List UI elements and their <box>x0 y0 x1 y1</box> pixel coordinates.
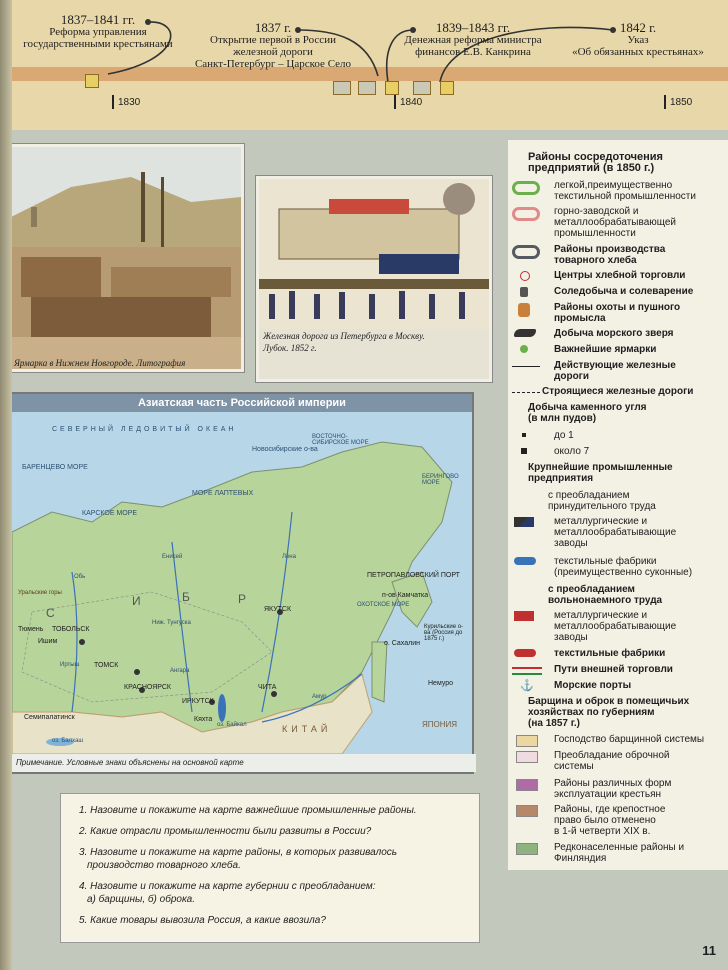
legend-enterprises-title <box>528 462 728 484</box>
legend-text: горно-заводской и <box>554 206 639 217</box>
fair-icon <box>520 345 528 353</box>
legend-text: Морские порты <box>554 680 632 691</box>
event-text: Санкт-Петербург – Царское Село <box>194 58 352 70</box>
legend-coal-title <box>528 402 728 424</box>
fair-lithograph <box>8 144 244 372</box>
legend-text: Районы различных форм <box>554 778 672 789</box>
timeline-event-4 <box>563 22 713 58</box>
timeline-tick <box>112 95 114 109</box>
map-title: Азиатская часть Российской империи <box>12 394 472 412</box>
question-1: 1. Назовите и покажите на карте важнейшие промышленные районы. <box>79 805 417 816</box>
legend-text: Барщина и оброк в помещичьих <box>528 696 690 707</box>
circle-icon <box>520 271 530 281</box>
east-sib-sea-label: ВОСТОЧНО-СИБИРСКОЕ МОРЕ <box>312 434 369 446</box>
page-number: 11 <box>702 943 716 958</box>
legend-text: промысла <box>554 313 606 324</box>
question-3-cont: производство товарного хлеба. <box>87 860 241 871</box>
event-year: 1839–1843 гг. <box>435 20 511 35</box>
legend-text: Господство барщинной системы <box>554 734 705 745</box>
legend-text: металлообрабатывающей <box>554 217 677 228</box>
questions-box <box>60 793 480 943</box>
legend-text: металлообрабатывающие <box>554 621 677 632</box>
legend-text: Действующие железные <box>554 360 676 371</box>
question-2: 2. Какие отрасли промышленности были развиты в России? <box>79 826 372 837</box>
sakhalin-label: о. Сахалин <box>384 640 420 647</box>
legend-text: вольнонаемного труда <box>548 595 663 606</box>
yakutsk-label: ЯКУТСК <box>264 606 292 613</box>
event-year: 1837–1841 гг. <box>60 12 136 27</box>
swatch-icon <box>516 779 538 791</box>
factory-icon <box>514 517 534 527</box>
lena-label: Лена <box>282 554 296 560</box>
swatch-icon <box>516 751 538 763</box>
balkhash-label: оз. Балхаш <box>52 738 84 744</box>
legend-text: (в млн пудов) <box>528 413 597 424</box>
fair-image <box>11 147 241 369</box>
legend-text: Центры хлебной торговли <box>554 270 686 281</box>
legend-text: Важнейшие ярмарки <box>554 344 657 355</box>
legend-hired-subtitle <box>548 584 728 606</box>
fair-caption: Ярмарка в Нижнем Новгороде. Литография <box>14 358 186 368</box>
book-gutter <box>0 0 12 970</box>
railway-caption: Железная дорога из Петербурга в Москву. <box>263 331 425 341</box>
kamchatka-label: п-ов Камчатка <box>382 592 429 599</box>
event-text: государственными крестьянами <box>23 38 173 50</box>
double-arrow-icon <box>512 667 542 675</box>
event-text: Указ <box>627 34 649 46</box>
legend-text: Строящиеся железные дороги <box>542 386 694 397</box>
red-factory-icon <box>514 611 534 621</box>
ob-label: Обь <box>74 574 86 580</box>
region-letter-s: С <box>46 606 55 620</box>
gray-oval-icon <box>512 245 540 259</box>
event-year: 1842 г. <box>619 20 657 35</box>
legend-text: легкой,преимущественно <box>554 180 673 191</box>
legend-text: металлургические и <box>554 610 648 621</box>
legend-text: заводы <box>554 632 588 643</box>
timeline <box>8 0 728 130</box>
pink-oval-icon <box>512 207 540 221</box>
legend-text: Районы охоты и пушного <box>554 302 681 313</box>
kuril-label: Курильские о-ва (Россия до 1875 г.) <box>424 624 464 642</box>
dashed-railway-icon <box>512 392 540 393</box>
legend-text: текстильной промышленности <box>554 191 696 202</box>
tobolsk-label: ТОБОЛЬСК <box>52 626 90 633</box>
tomsk-label: ТОМСК <box>94 662 119 669</box>
kyakhta-label: Кяхта <box>194 716 213 723</box>
region-letter-b: Б <box>182 590 190 604</box>
ocean-label: СЕВЕРНЫЙ ЛЕДОВИТЫЙ ОКЕАН <box>52 426 237 433</box>
event-text: железной дороги <box>233 46 313 58</box>
chita-label: ЧИТА <box>258 684 277 691</box>
kara-sea-label: КАРСКОЕ МОРЕ <box>82 510 138 517</box>
legend-text: право было отменено <box>554 815 656 826</box>
amur-label: Амур <box>312 694 327 700</box>
legend-text: Районы, где крепостное <box>554 804 666 815</box>
small-square-icon <box>522 433 526 437</box>
ural-label: Уральские горы <box>18 590 62 596</box>
timeline-marker <box>333 81 351 95</box>
legend-forced-subtitle <box>548 490 728 512</box>
textile-icon <box>514 557 536 565</box>
swatch-icon <box>516 735 538 747</box>
event-text: Денежная реформа министра <box>404 34 542 46</box>
legend-text: дороги <box>554 371 589 382</box>
legend-serfdom-title <box>528 696 728 729</box>
china-label: КИТАЙ <box>282 724 332 734</box>
legend-text: металлообрабатывающие <box>554 527 677 538</box>
petropavlovsk-label: ПЕТРОПАВЛОВСКИЙ ПОРТ <box>367 572 460 579</box>
event-text: финансов Е.В. Канкрина <box>415 46 531 58</box>
event-text: Открытие первой в России <box>210 34 336 46</box>
legend-text: принудительного труда <box>548 501 656 512</box>
legend-text: (преимущественно суконные) <box>554 567 693 578</box>
question-3: 3. Назовите и покажите на карте районы, в которых развивалось <box>79 847 398 858</box>
okhotsk-sea-label: ОХОТСКОЕ МОРЕ <box>357 602 410 608</box>
question-5: 5. Какие товары вывозила Россия, а какие ввозила? <box>79 915 326 926</box>
railway-lubok <box>256 176 492 382</box>
legend-text: Финляндия <box>554 853 607 864</box>
legend-text: товарного хлеба <box>554 255 637 266</box>
legend-text: заводы <box>554 538 588 549</box>
asia-map <box>10 392 474 774</box>
event-text: «Об обязанных крестьянах» <box>572 46 704 58</box>
map-legend <box>508 140 728 870</box>
legend-text: около 7 <box>554 446 590 457</box>
timeline-marker <box>385 81 399 95</box>
legend-text: эксплуатации крестьян <box>554 789 662 800</box>
red-textile-icon <box>514 649 536 657</box>
legend-text: Добыча морского зверя <box>554 328 674 339</box>
legend-text: текстильные фабрики <box>554 648 666 659</box>
salt-icon <box>520 287 528 297</box>
legend-text: с преобладанием <box>548 584 635 595</box>
legend-text: Преобладание оброчной <box>554 750 670 761</box>
semipalatinsk-label: Семипалатинск <box>24 714 75 721</box>
timeline-marker <box>85 74 99 88</box>
irtysh-label: Иртыш <box>60 662 80 668</box>
japan-label: ЯПОНИЯ <box>422 720 458 729</box>
legend-title <box>528 152 728 174</box>
illustrations-panel <box>8 136 498 390</box>
railway-line-icon <box>512 366 540 367</box>
legend-text: Районы производства <box>554 244 666 255</box>
question-4: 4. Назовите и покажите на карте губернии с преобладанием: <box>79 881 376 892</box>
event-text: Реформа управления <box>49 26 147 38</box>
irkutsk-label: ИРКУТСК <box>182 698 214 705</box>
region-letter-r: Р <box>238 592 247 606</box>
anchor-icon: ⚓ <box>520 680 534 692</box>
novosib-label: Новосибирские о-ва <box>252 446 318 453</box>
map-note: Примечание. Условные знаки объяснены на основной карте <box>12 754 476 772</box>
legend-text: Редконаселенные районы и <box>554 842 685 853</box>
green-oval-icon <box>512 181 540 195</box>
timeline-event-3 <box>398 22 548 58</box>
legend-text: хозяйствах по губерниям <box>528 707 655 718</box>
tunguska-label: Ниж. Тунгуска <box>152 620 191 626</box>
bering-sea-label: БЕРИНГОВО МОРЕ <box>422 474 459 486</box>
legend-title-line: предприятий (в 1850 г.) <box>528 162 655 174</box>
timeline-event-2 <box>188 22 358 70</box>
legend-text: Крупнейшие промышленные <box>528 462 673 473</box>
legend-text: Соледобыча и солеварение <box>554 286 694 297</box>
legend-text: с преобладанием <box>548 490 630 501</box>
legend-text: Добыча каменного угля <box>528 402 647 413</box>
yenisei-label: Енисей <box>162 554 183 560</box>
seal-icon <box>514 329 536 337</box>
timeline-tick <box>664 95 666 109</box>
timeline-tick <box>394 95 396 109</box>
legend-text: металлургические и <box>554 516 648 527</box>
baikal-label: оз. Байкал <box>217 722 247 728</box>
legend-text: системы <box>554 761 594 772</box>
nemuro-label: Немуро <box>428 680 454 687</box>
legend-text: Пути внешней торговли <box>554 664 673 675</box>
swatch-icon <box>516 843 538 855</box>
timeline-marker <box>413 81 431 95</box>
barents-sea-label: БАРЕНЦЕВО МОРЕ <box>22 464 88 471</box>
angara-label: Ангара <box>170 668 190 674</box>
fur-animal-icon <box>518 303 530 317</box>
legend-title-line: Районы сосредоточения <box>528 151 663 163</box>
legend-text: промышленности <box>554 228 636 239</box>
legend-text: текстильные фабрики <box>554 556 657 567</box>
ishim-label: Ишим <box>38 638 58 645</box>
railway-caption-2: Лубок. 1852 г. <box>263 343 317 353</box>
timeline-marker <box>358 81 376 95</box>
legend-text: в 1-й четверти XIX в. <box>554 826 651 837</box>
legend-text: предприятия <box>528 473 594 484</box>
timeline-marker <box>440 81 454 95</box>
swatch-icon <box>516 805 538 817</box>
railway-image <box>259 179 489 329</box>
timeline-tick-label: 1830 <box>118 97 141 108</box>
timeline-tick-label: 1840 <box>400 97 423 108</box>
large-square-icon <box>521 448 527 454</box>
krasnoyarsk-label: КРАСНОЯРСК <box>124 684 171 691</box>
timeline-event-1 <box>23 14 173 50</box>
tyumen-label: Тюмень <box>18 626 44 633</box>
legend-text: до 1 <box>554 430 574 441</box>
legend-text: (на 1857 г.) <box>528 718 581 729</box>
textbook-page <box>8 0 728 970</box>
timeline-tick-label: 1850 <box>670 97 693 108</box>
region-letter-i: И <box>132 594 141 608</box>
event-year: 1837 г. <box>254 20 292 35</box>
laptev-sea-label: МОРЕ ЛАПТЕВЫХ <box>192 490 254 497</box>
question-4-cont: а) барщины, б) оброка. <box>87 894 196 905</box>
